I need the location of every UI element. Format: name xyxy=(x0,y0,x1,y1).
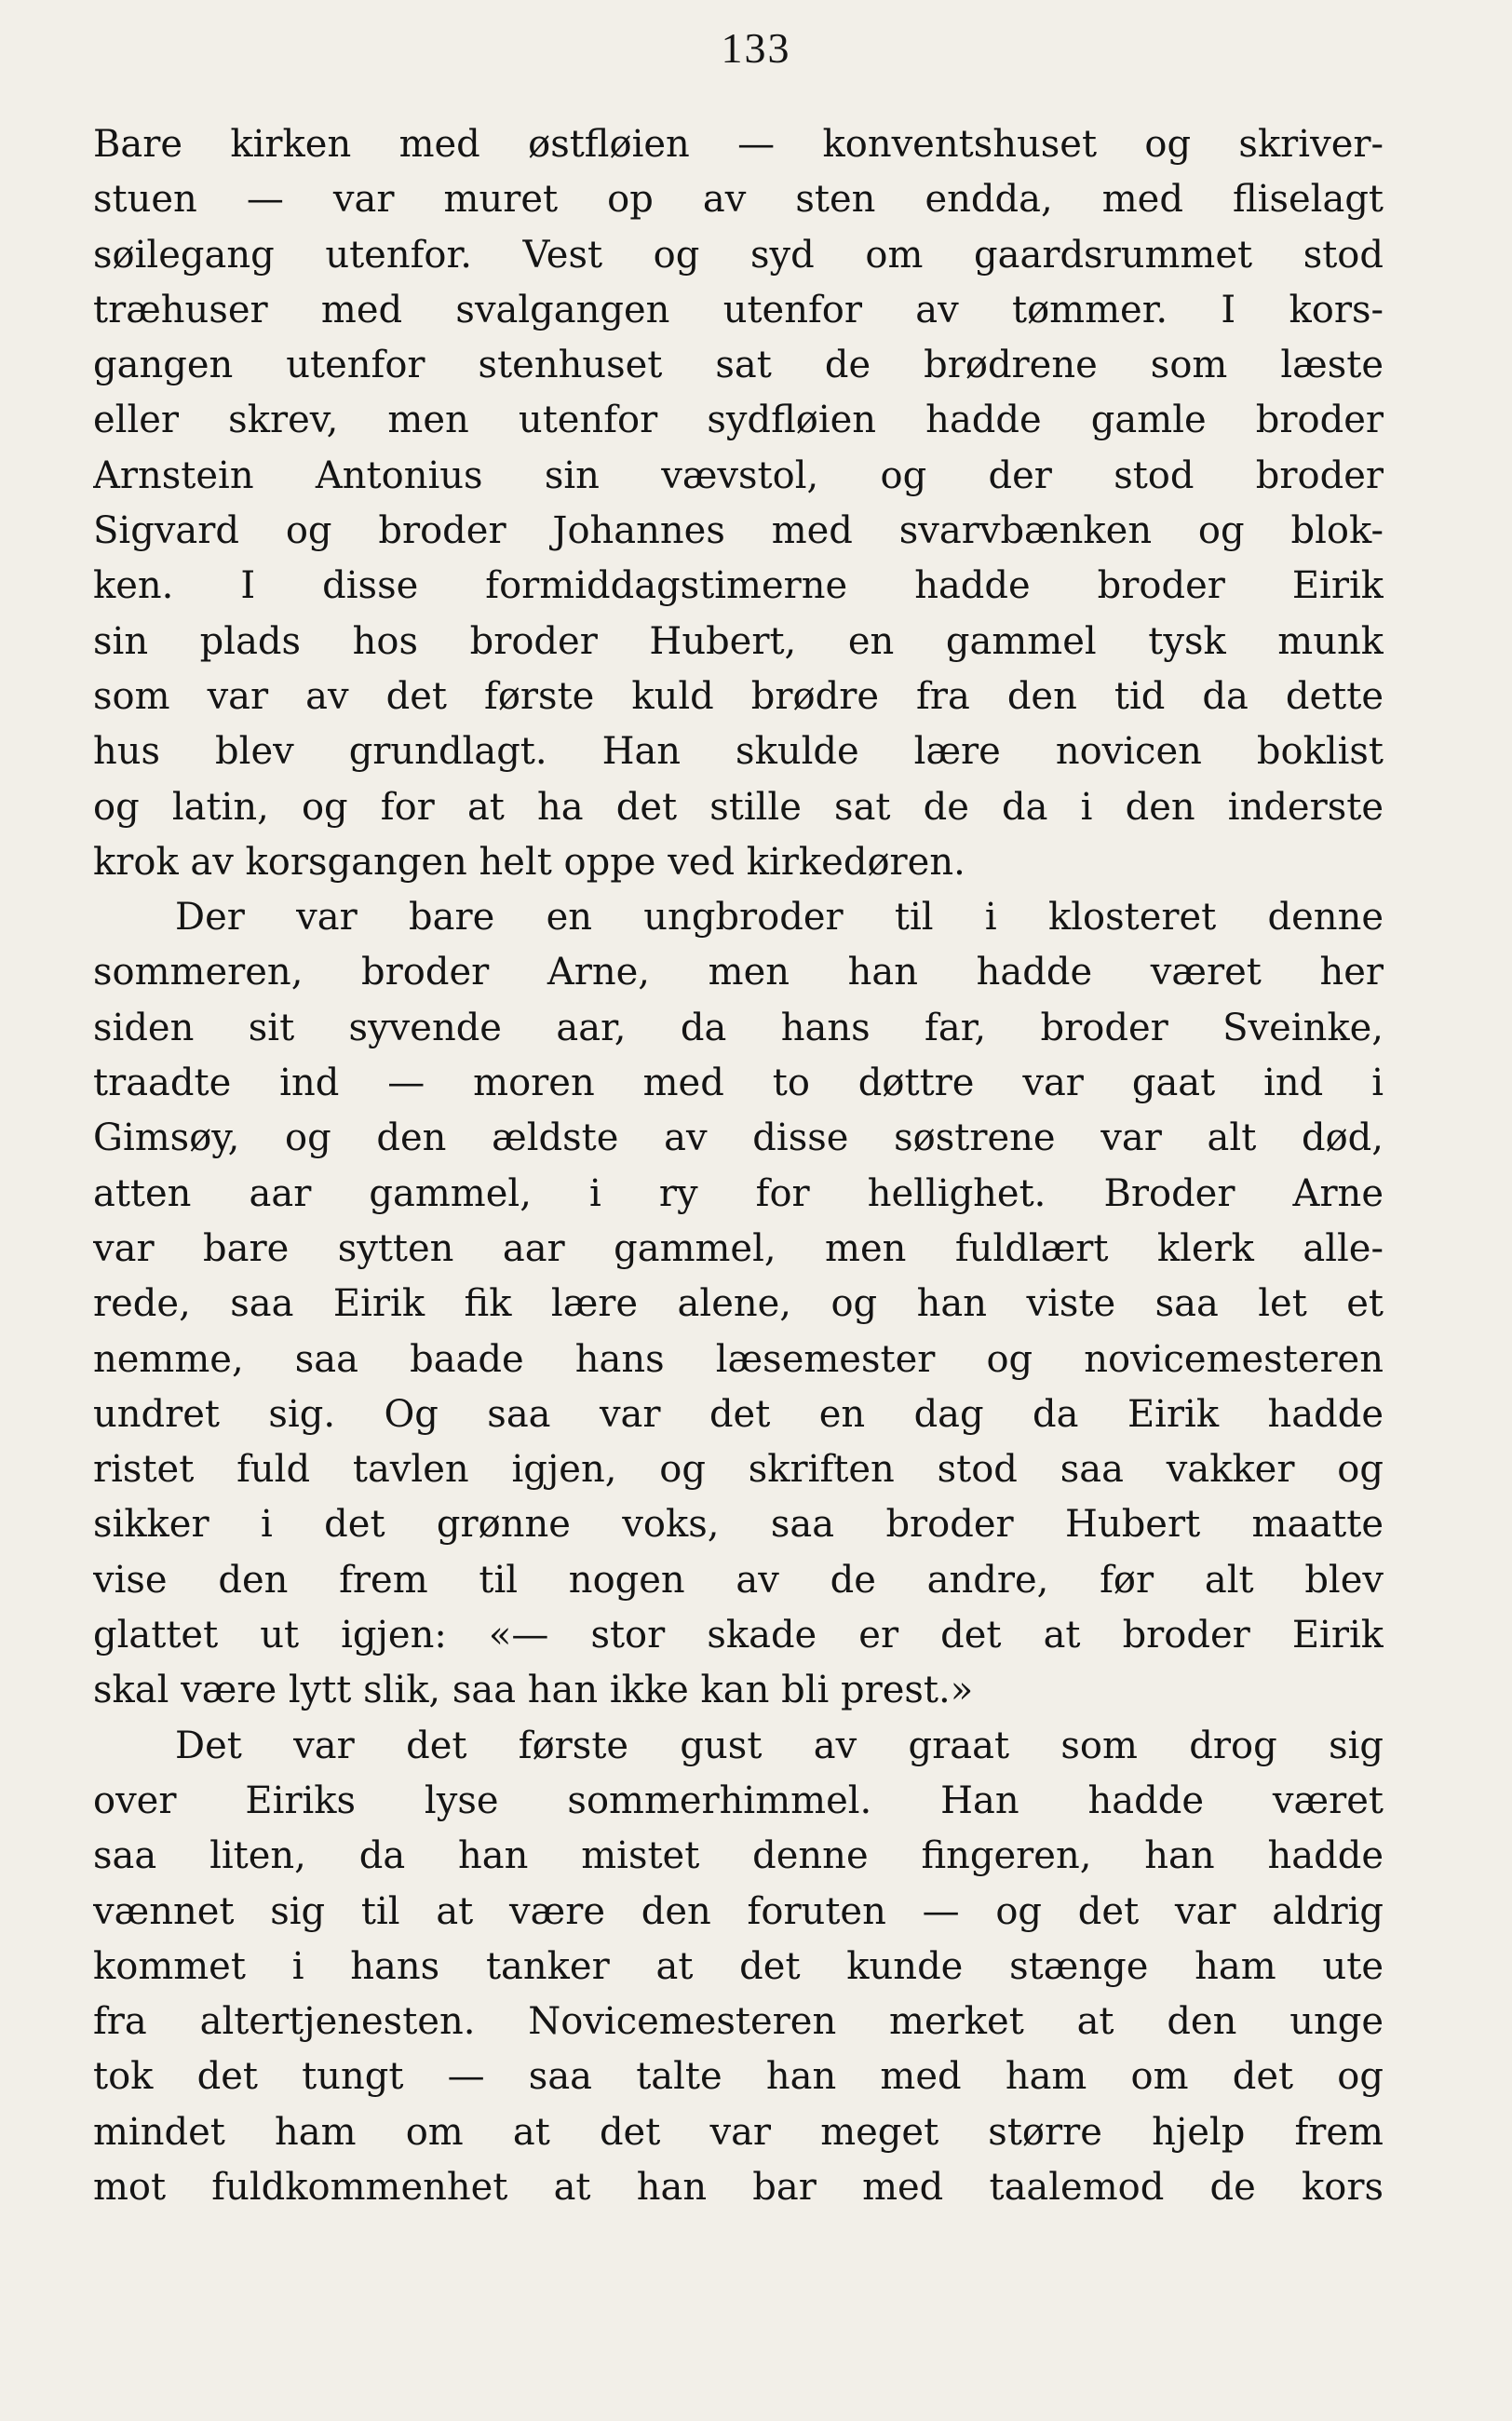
text-line: søilegang utenfor. Vest og syd om gaardsrummet stod xyxy=(93,233,1384,277)
text-line: vise den frem til nogen av de andre, før alt blev xyxy=(93,1558,1384,1602)
text-line: saa liten, da han mistet denne fingeren, han hadde xyxy=(93,1834,1384,1878)
text-line: atten aar gammel, i ry for hellighet. Broder Arne xyxy=(93,1171,1384,1215)
text-line: nemme, saa baade hans læsemester og novicemesteren xyxy=(93,1337,1384,1381)
text-line-paragraph-end: skal være lytt slik, saa han ikke kan bli prest.» xyxy=(93,1669,974,1712)
text-line: sommeren, broder Arne, men han hadde været her xyxy=(93,951,1384,994)
text-line: Gimsøy, og den ældste av disse søstrene var alt død, xyxy=(93,1116,1384,1160)
text-line-paragraph-end: krok av korsgangen helt oppe ved kirkedøren. xyxy=(93,840,965,884)
text-line: mot fuldkommenhet at han bar med taalemod de kors xyxy=(93,2165,1384,2209)
text-line: vænnet sig til at være den foruten — og det var aldrig xyxy=(93,1889,1384,1933)
text-line: ristet fuld tavlen igjen, og skriften stod saa vakker og xyxy=(93,1448,1384,1492)
text-line: Bare kirken med østfløien — konventshuset og skriver- xyxy=(93,123,1384,166)
text-line: var bare sytten aar gammel, men fuldlært klerk alle- xyxy=(93,1226,1384,1270)
text-line: rede, saa Eirik fik lære alene, og han viste saa let et xyxy=(93,1282,1384,1326)
page-number: 133 xyxy=(721,24,791,72)
text-line: tok det tungt — saa talte han med ham om det og xyxy=(93,2055,1384,2099)
text-line: som var av det første kuld brødre fra den tid da dette xyxy=(93,674,1384,718)
text-line: sikker i det grønne voks, saa broder Hubert maatte xyxy=(93,1503,1384,1547)
text-line: Sigvard og broder Johannes med svarvbænken og blok- xyxy=(93,509,1384,553)
text-line: over Eiriks lyse sommerhimmel. Han hadde været xyxy=(93,1779,1384,1822)
text-line-paragraph-start: Det var det første gust av graat som drog sig xyxy=(175,1724,1384,1767)
text-line: og latin, og for at ha det stille sat de da i den inderste xyxy=(93,785,1384,829)
text-line: fra altertjenesten. Novicemesteren merket at den unge xyxy=(93,2000,1384,2044)
text-line: træhuser med svalgangen utenfor av tømmer. I kors- xyxy=(93,288,1384,331)
text-line: mindet ham om at det var meget større hjelp frem xyxy=(93,2110,1384,2154)
text-line: Arnstein Antonius sin vævstol, og der stod broder xyxy=(93,453,1384,497)
text-line: undret sig. Og saa var det en dag da Eirik hadde xyxy=(93,1392,1384,1436)
text-line: glattet ut igjen: «— stor skade er det at broder Eirik xyxy=(93,1614,1384,1657)
text-line: ken. I disse formiddagstimerne hadde broder Eirik xyxy=(93,564,1384,608)
text-line: eller skrev, men utenfor sydfløien hadde gamle broder xyxy=(93,399,1384,442)
text-line: gangen utenfor stenhuset sat de brødrene som læste xyxy=(93,344,1384,387)
text-line: hus blev grundlagt. Han skulde lære novicen boklist xyxy=(93,730,1384,774)
text-line: kommet i hans tanker at det kunde stænge ham ute xyxy=(93,1944,1384,1988)
text-line-paragraph-start: Der var bare en ungbroder til i klosteret denne xyxy=(175,896,1384,940)
text-line: stuen — var muret op av sten endda, med fliselagt xyxy=(93,178,1384,222)
text-line: siden sit syvende aar, da hans far, broder Sveinke, xyxy=(93,1006,1384,1049)
text-line: traadte ind — moren med to døttre var gaat ind i xyxy=(93,1062,1384,1105)
text-line: sin plads hos broder Hubert, en gammel tysk munk xyxy=(93,619,1384,663)
body-text xyxy=(93,117,1384,2215)
